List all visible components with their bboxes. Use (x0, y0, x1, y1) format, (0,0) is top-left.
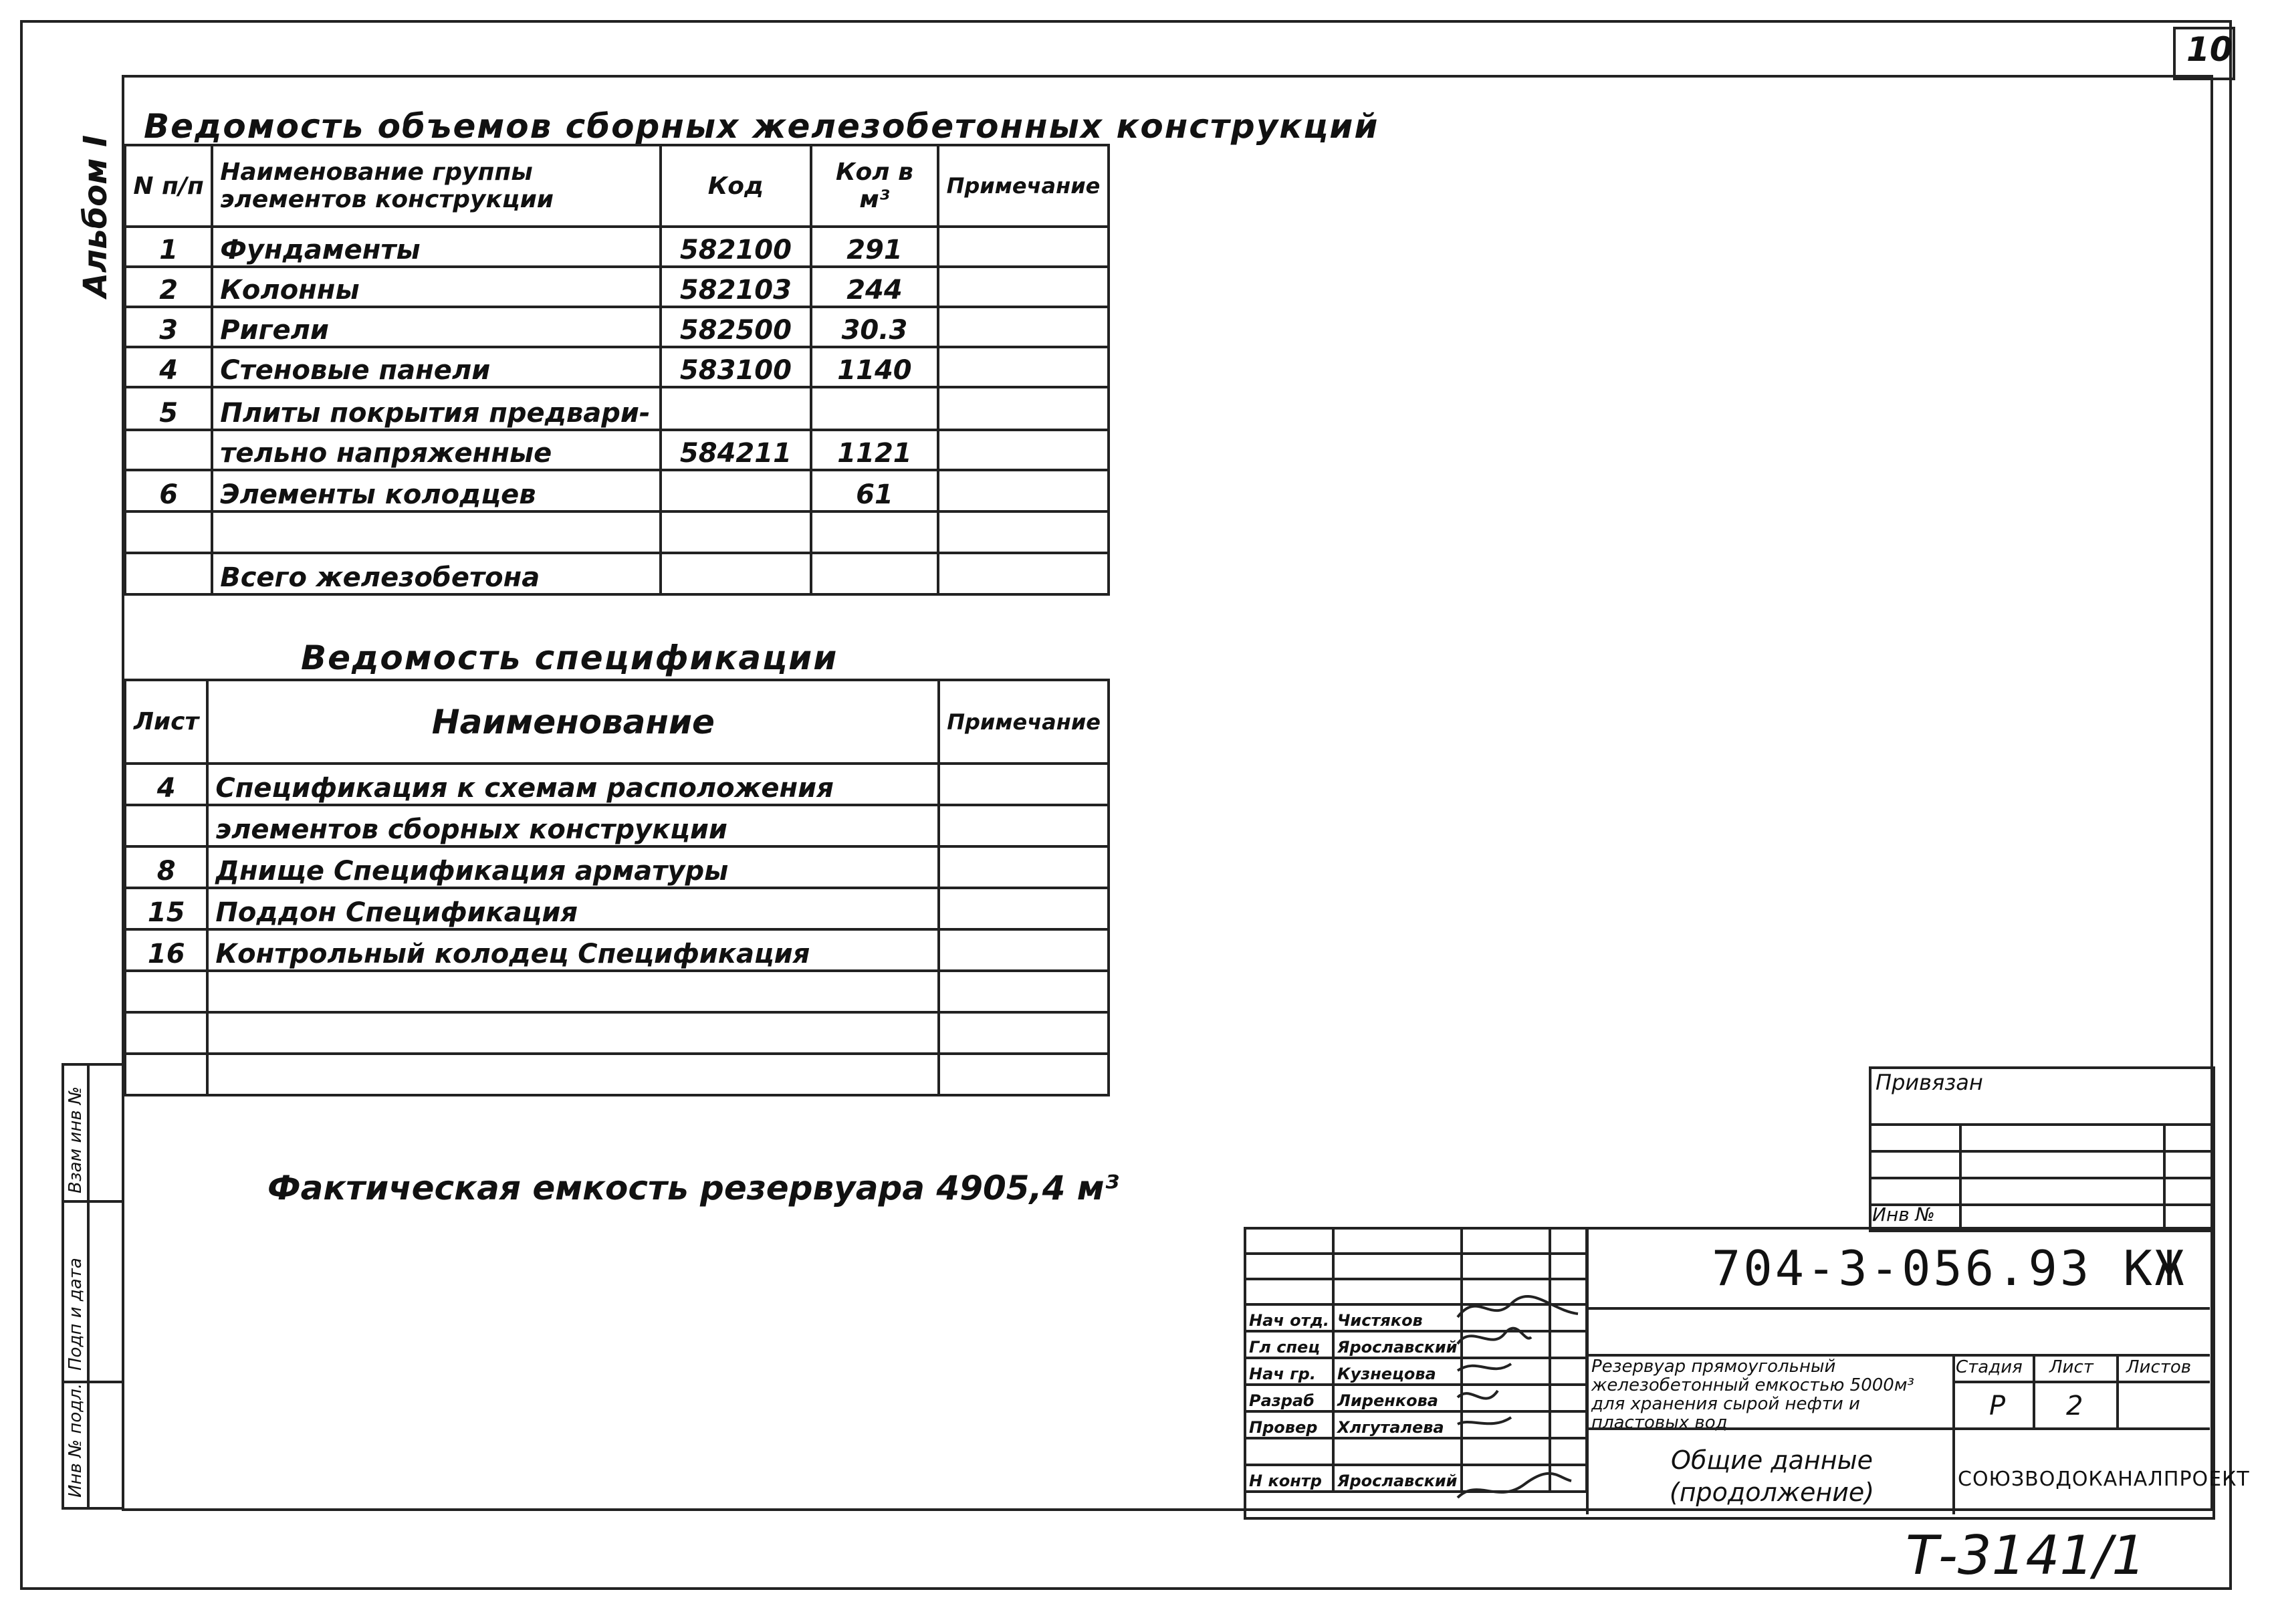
role: Нач отд. (1245, 1304, 1333, 1331)
person: Хлгуталева (1333, 1411, 1461, 1438)
table-row (125, 267, 1109, 307)
attached-inv: Инв № (1872, 1203, 1935, 1226)
attached-vline (1959, 1123, 1962, 1229)
row-name: Спецификация к схемам расположения (207, 764, 939, 805)
col-header-name: Наименование группы элементов конструкции (212, 145, 661, 227)
person: Кузнецова (1333, 1358, 1461, 1385)
title-vline (1952, 1354, 1955, 1514)
row-note (938, 227, 1109, 267)
table-row (125, 470, 1109, 511)
row-name: Колонны (212, 267, 661, 307)
table-row (125, 764, 1109, 805)
row-note (939, 764, 1109, 805)
spec-table-title: Ведомость спецификации (301, 639, 838, 677)
row-name: Стеновые панели (212, 347, 661, 387)
attached-line (1869, 1150, 2212, 1153)
row-note (939, 1012, 1109, 1054)
row-qty: 61 (811, 470, 938, 511)
volumes-table-title: Ведомость объемов сборных железобетонных конструкций (144, 107, 1379, 146)
row-qty: 30.3 (811, 307, 938, 347)
table-row (125, 805, 1109, 846)
signatures-scribble (1451, 1284, 1585, 1511)
row-note (938, 553, 1109, 594)
row-name: тельно напряженные (212, 430, 661, 470)
row-code (661, 511, 811, 553)
spec-table (124, 679, 1110, 1096)
title-line (1588, 1307, 2210, 1310)
row-name (207, 1054, 939, 1095)
table-row (125, 511, 1109, 553)
table-row (125, 347, 1109, 387)
strip-divider-v (87, 1063, 90, 1507)
row-note (938, 470, 1109, 511)
row-note (939, 805, 1109, 846)
row-name: Всего железобетона (212, 553, 661, 594)
role: Провер (1245, 1411, 1333, 1438)
person: Ярославский (1333, 1331, 1461, 1358)
row-qty (811, 511, 938, 553)
row-name (207, 1012, 939, 1054)
row-code: 583100 (661, 347, 811, 387)
row-note (939, 971, 1109, 1012)
col-header-qty: Кол в м³ (811, 145, 938, 227)
col-header-note: Примечание (938, 145, 1109, 227)
row-code: 582100 (661, 227, 811, 267)
row-name: Ригели (212, 307, 661, 347)
bottom-code: Т-3141/1 (1906, 1524, 2146, 1587)
row-note (939, 1054, 1109, 1095)
col-header-num: N п/п (125, 145, 212, 227)
table-row (125, 888, 1109, 929)
row-name: Элементы колодцев (212, 470, 661, 511)
volumes-table (124, 144, 1110, 596)
sheets-header: Листов (2126, 1357, 2192, 1377)
row-note (939, 888, 1109, 929)
sheet-title: Общие данные (продолжение) (1669, 1445, 1875, 1507)
table-row (125, 846, 1109, 888)
row-note (938, 347, 1109, 387)
row-qty: 291 (811, 227, 938, 267)
row-sheet: 16 (125, 929, 207, 971)
document-code: 704-3-056.93 КЖ (1712, 1240, 2187, 1296)
attached-vline (2163, 1123, 2166, 1229)
row-sheet (125, 1054, 207, 1095)
col-header-note: Примечание (939, 680, 1109, 764)
role: Гл спец (1245, 1331, 1333, 1358)
title-vline (2033, 1354, 2035, 1427)
stage-value: Р (1989, 1391, 2006, 1421)
stage-header: Стадия (1956, 1357, 2023, 1377)
table-row (125, 307, 1109, 347)
row-note (938, 387, 1109, 430)
row-num: 3 (125, 307, 212, 347)
col-header-code: Код (661, 145, 811, 227)
title-line (1952, 1381, 2210, 1383)
row-num (125, 511, 212, 553)
row-name: Днище Спецификация арматуры (207, 846, 939, 888)
row-name: Плиты покрытия предвари- (212, 387, 661, 430)
sign-date-label: Подп и дата (66, 1258, 86, 1371)
row-qty (811, 553, 938, 594)
sheet-value: 2 (2066, 1391, 2083, 1421)
album-label: Альбом I (77, 135, 114, 298)
table-row (125, 929, 1109, 971)
row-num: 1 (125, 227, 212, 267)
row-sheet (125, 1012, 207, 1054)
row-name: Поддон Спецификация (207, 888, 939, 929)
row-num: 5 (125, 387, 212, 430)
row-qty: 1121 (811, 430, 938, 470)
sheet-header: Лист (2049, 1357, 2093, 1377)
row-note (939, 846, 1109, 888)
row-name: Фундаменты (212, 227, 661, 267)
row-num: 4 (125, 347, 212, 387)
col-header-name: Наименование (207, 680, 939, 764)
title-line (1588, 1427, 2210, 1430)
table-row (125, 1054, 1109, 1095)
title-vline (2116, 1354, 2119, 1427)
row-note (939, 929, 1109, 971)
role: Н контр (1245, 1465, 1333, 1492)
table-row (125, 430, 1109, 470)
role: Разраб (1245, 1385, 1333, 1411)
table-row (125, 971, 1109, 1012)
row-code (661, 553, 811, 594)
row-qty: 244 (811, 267, 938, 307)
role (1245, 1438, 1333, 1465)
row-name (207, 971, 939, 1012)
strip-divider (62, 1200, 122, 1203)
row-code (661, 470, 811, 511)
row-qty: 1140 (811, 347, 938, 387)
organization: СОЮЗВОДОКАНАЛПРОЕКТ (1958, 1468, 2250, 1491)
title-vline (1586, 1227, 1589, 1514)
table-row (125, 553, 1109, 594)
sheet-number: 10 (2186, 30, 2233, 69)
row-num (125, 430, 212, 470)
row-sheet: 4 (125, 764, 207, 805)
row-note (938, 267, 1109, 307)
row-sheet (125, 971, 207, 1012)
row-code: 584211 (661, 430, 811, 470)
replace-inv-label: Взам инв № (66, 1086, 86, 1193)
row-name (212, 511, 661, 553)
row-name: Контрольный колодец Спецификация (207, 929, 939, 971)
row-num: 2 (125, 267, 212, 307)
row-sheet: 8 (125, 846, 207, 888)
person: Лиренкова (1333, 1385, 1461, 1411)
capacity-note: Фактическая емкость резервуара 4905,4 м³ (267, 1169, 1119, 1207)
person (1333, 1438, 1461, 1465)
row-note (938, 511, 1109, 553)
project-description: Резервуар прямоугольный железобетонный емкостью 5000м³ для хранения сырой нефти и пластовых вод (1591, 1357, 1914, 1433)
row-name: элементов сборных конструкции (207, 805, 939, 846)
row-sheet: 15 (125, 888, 207, 929)
col-header-sheet: Лист (125, 680, 207, 764)
row-note (938, 307, 1109, 347)
attached-line (1869, 1177, 2212, 1179)
row-num: 6 (125, 470, 212, 511)
row-code (661, 387, 811, 430)
row-code: 582500 (661, 307, 811, 347)
person: Чистяков (1333, 1304, 1461, 1331)
row-code: 582103 (661, 267, 811, 307)
row-sheet (125, 805, 207, 846)
table-row (125, 227, 1109, 267)
row-num (125, 553, 212, 594)
attached-line (1869, 1123, 2212, 1126)
row-qty (811, 387, 938, 430)
person: Ярославский (1333, 1465, 1461, 1492)
inv-orig-label: Инв № подл. (66, 1383, 86, 1498)
role: Нач гр. (1245, 1358, 1333, 1385)
row-note (938, 430, 1109, 470)
table-row (125, 1012, 1109, 1054)
attached-label: Привязан (1876, 1070, 1983, 1095)
table-row (125, 387, 1109, 430)
